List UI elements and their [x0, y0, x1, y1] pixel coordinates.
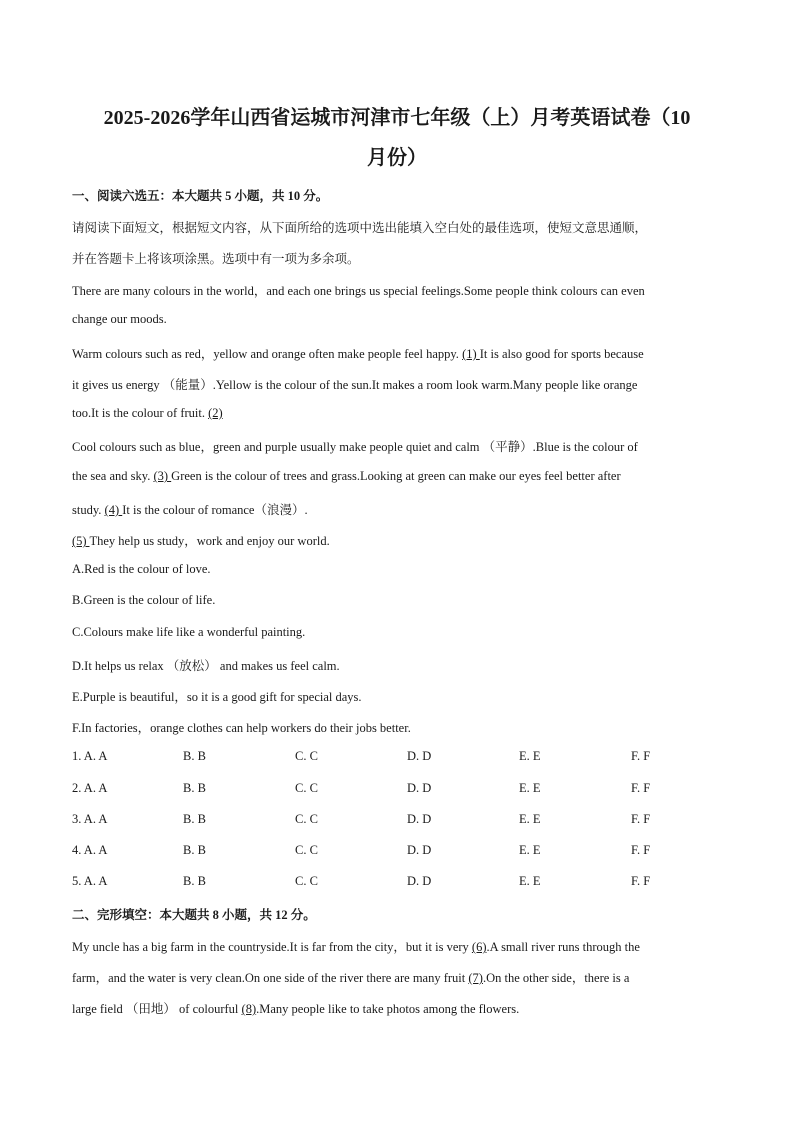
passage-line	[72, 500, 722, 518]
blank-6: (6)	[471, 940, 487, 954]
passage-text: .Many people like to take photos among the flowers.	[256, 1002, 520, 1016]
answer-choice-c[interactable]: C. C	[295, 812, 318, 826]
passage-text: .A small river runs through the	[486, 940, 640, 954]
section-2-heading: 二、完形填空：本大题共 8 小题，共 12 分。	[72, 908, 316, 922]
blank-3: (3)	[153, 469, 172, 483]
answer-choice-f[interactable]: F. F	[631, 843, 651, 857]
option-e: E.Purple is beautiful，so it is a good gift for special days.	[72, 690, 362, 704]
passage-line: change our moods.	[72, 312, 167, 326]
passage-line	[72, 344, 722, 362]
passage-text: the sea and sky.	[72, 469, 154, 483]
option-d: D.It helps us relax （放松） and makes us feel calm.	[72, 659, 340, 673]
answer-choice-e[interactable]: E. E	[519, 843, 541, 857]
section-1-instruction-2: 并在答题卡上将该项涂黑。选项中有一项为多余项。	[72, 252, 360, 266]
passage-text: Green is the colour of trees and grass.Looking at green can make our eyes feel better after	[171, 469, 621, 483]
answer-choice-b[interactable]: B. B	[183, 781, 206, 795]
answer-choice-e[interactable]: E. E	[519, 781, 541, 795]
blank-7: (7)	[468, 971, 483, 985]
passage-text: My uncle has a big farm in the countryside.It is far from the city，but it is very	[72, 940, 472, 954]
passage-text: .On the other side，there is a	[482, 971, 630, 985]
blank-2: (2)	[208, 406, 223, 420]
passage-line: it gives us energy （能量）.Yellow is the colour of the sun.It makes a room look warm.Many people like orange	[72, 378, 638, 392]
answer-choice-d[interactable]: D. D	[407, 781, 432, 795]
passage-text: It is the colour of romance（浪漫）.	[122, 503, 308, 517]
answer-choice-c[interactable]: C. C	[295, 843, 318, 857]
option-b: B.Green is the colour of life.	[72, 593, 216, 607]
answer-row-4	[72, 843, 722, 863]
passage-line	[72, 531, 722, 549]
answer-choice-a[interactable]: 5. A. A	[72, 874, 108, 888]
answer-row-1	[72, 749, 722, 769]
answer-row-5	[72, 874, 722, 894]
blank-8: (8)	[241, 1002, 257, 1016]
passage-text: It is also good for sports because	[479, 347, 644, 361]
answer-choice-d[interactable]: D. D	[407, 812, 432, 826]
answer-choice-b[interactable]: B. B	[183, 749, 206, 763]
answer-choice-f[interactable]: F. F	[631, 874, 651, 888]
answer-choice-a[interactable]: 2. A. A	[72, 781, 108, 795]
option-c: C.Colours make life like a wonderful painting.	[72, 625, 306, 639]
answer-choice-a[interactable]: 4. A. A	[72, 843, 108, 857]
passage-text: Warm colours such as red，yellow and orange often make people feel happy.	[72, 347, 463, 361]
answer-choice-d[interactable]: D. D	[407, 749, 432, 763]
answer-choice-f[interactable]: F. F	[631, 781, 651, 795]
answer-choice-e[interactable]: E. E	[519, 749, 541, 763]
option-f: F.In factories，orange clothes can help workers do their jobs better.	[72, 721, 411, 735]
answer-choice-d[interactable]: D. D	[407, 874, 432, 888]
blank-5: (5)	[72, 534, 90, 548]
exam-title-line-1: 2025-2026学年山西省运城市河津市七年级（上）月考英语试卷（10	[103, 107, 691, 129]
answer-choice-e[interactable]: E. E	[519, 874, 541, 888]
answer-choice-b[interactable]: B. B	[183, 812, 206, 826]
answer-choice-c[interactable]: C. C	[295, 781, 318, 795]
answer-choice-b[interactable]: B. B	[183, 843, 206, 857]
answer-choice-b[interactable]: B. B	[183, 874, 206, 888]
passage-text: They help us study，work and enjoy our world.	[89, 534, 330, 548]
answer-choice-a[interactable]: 3. A. A	[72, 812, 108, 826]
answer-row-3	[72, 812, 722, 832]
answer-choice-c[interactable]: C. C	[295, 749, 318, 763]
blank-4: (4)	[104, 503, 123, 517]
passage-line: There are many colours in the world，and each one brings us special feelings.Some people think colours can even	[72, 284, 645, 298]
section-1-instruction-1: 请阅读下面短文，根据短文内容，从下面所给的选项中选出能填入空白处的最佳选项，使短文意思通顺，	[72, 221, 648, 235]
passage-text: too.It is the colour of fruit.	[72, 406, 209, 420]
answer-choice-a[interactable]: 1. A. A	[72, 749, 108, 763]
answer-choice-d[interactable]: D. D	[407, 843, 432, 857]
answer-choice-c[interactable]: C. C	[295, 874, 318, 888]
exam-title-line-2: 月份）	[367, 147, 427, 169]
section-1-heading: 一、阅读六选五：本大题共 5 小题，共 10 分。	[72, 189, 329, 203]
passage-text: study.	[72, 503, 105, 517]
option-a: A.Red is the colour of love.	[72, 562, 211, 576]
passage-text: large field （田地） of colourful	[72, 1002, 242, 1016]
passage-line: Cool colours such as blue，green and purple usually make people quiet and calm （平静）.Blue is the colour of	[72, 440, 638, 454]
passage-line	[72, 999, 722, 1017]
answer-row-2	[72, 781, 722, 801]
answer-choice-f[interactable]: F. F	[631, 812, 651, 826]
answer-choice-e[interactable]: E. E	[519, 812, 541, 826]
passage-line	[72, 968, 722, 986]
answer-choice-f[interactable]: F. F	[631, 749, 651, 763]
blank-1: (1)	[462, 347, 480, 361]
passage-line	[72, 406, 722, 421]
passage-line	[72, 937, 722, 955]
passage-text: farm，and the water is very clean.On one side of the river there are many fruit	[72, 971, 469, 985]
passage-line	[72, 469, 722, 484]
